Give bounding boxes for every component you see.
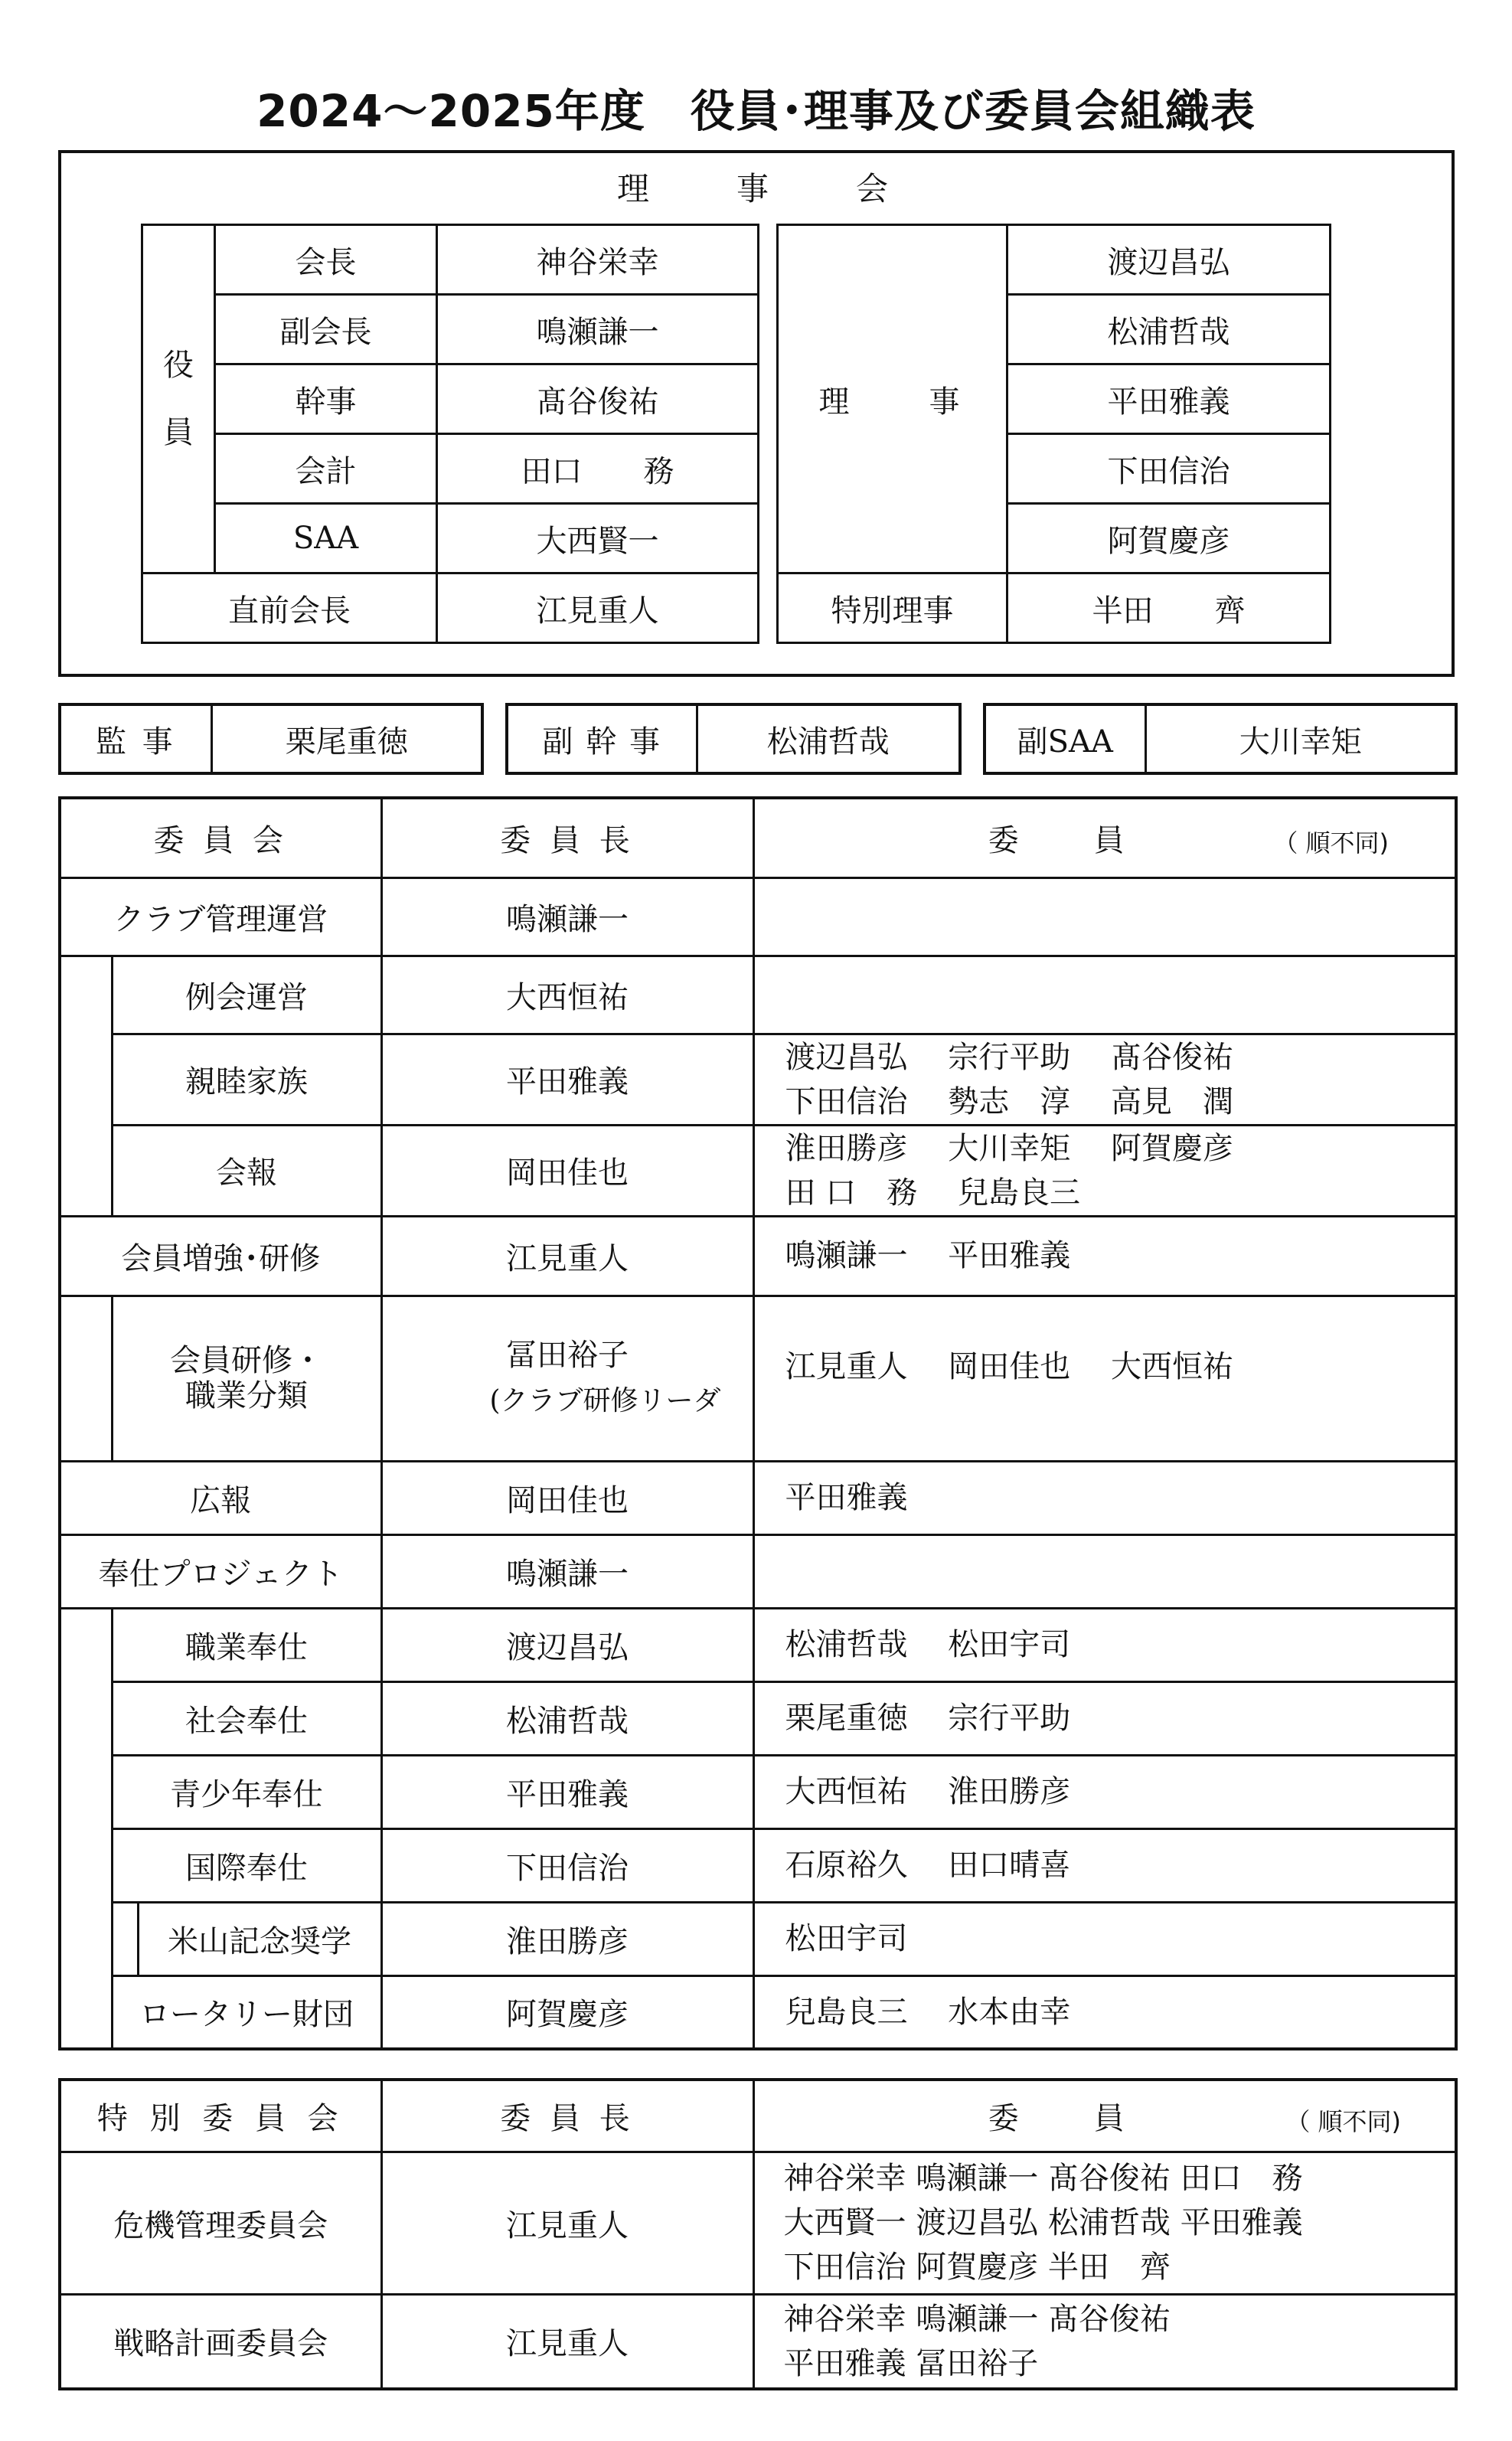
member-line: 下田信治 勢志 淳 高見 潤 (785, 1083, 1233, 1119)
past-president-role: 直前会長 (142, 573, 437, 643)
committee-name: 青少年奉仕 (112, 1755, 381, 1828)
officer-name: 大西賢一 (437, 504, 759, 573)
committee-chair: 淮田勝彦 (381, 1902, 753, 1975)
auditor-box (58, 703, 484, 775)
special-members-header-label: 委 員 (988, 2100, 1129, 2136)
special-committee-header: 特 別 委 員 会 (60, 2080, 381, 2152)
committee-members (753, 1975, 1456, 2049)
member-line: 下田信治 阿賀慶彦 半田 齊 (783, 2250, 1171, 2285)
director-name: 松浦哲哉 (1007, 295, 1331, 364)
page-title: 2024～2025年度 役員･理事及び委員会組織表 (256, 85, 1256, 137)
past-president-name: 江見重人 (437, 573, 759, 643)
committee-members (753, 1828, 1456, 1902)
committee-members (753, 1125, 1456, 1216)
officer-name: 鳴瀬謙一 (437, 295, 759, 364)
member-line: 栗尾重徳 宗行平助 (785, 1701, 1071, 1736)
directors-label: 理 事 (778, 225, 1007, 573)
chair-note: (クラブ研修リーダ (489, 1385, 721, 1417)
committee-name: 社会奉仕 (112, 1681, 381, 1755)
committee-chair-cell (381, 1296, 753, 1461)
committee-chair: 岡田佳也 (381, 1125, 753, 1216)
committee-chair: 阿賀慶彦 (381, 1975, 753, 2049)
board-section (58, 150, 1455, 677)
committee-members (753, 1296, 1456, 1461)
committee-name: クラブ管理運営 (60, 877, 381, 956)
officers-table (141, 224, 759, 644)
officer-role: 幹事 (215, 364, 437, 434)
committee-chair: 大西恒祐 (381, 956, 753, 1034)
committee-chair: 鳴瀬謙一 (381, 877, 753, 956)
committee-chair: 鳴瀬謙一 (381, 1534, 753, 1608)
vice-saa-role: 副SAA (985, 704, 1145, 773)
auditor-role: 監 事 (60, 704, 211, 773)
member-line: 松田宇司 (785, 1921, 908, 1956)
committee-chair: 松浦哲哉 (381, 1681, 753, 1755)
special-members-header (753, 2080, 1456, 2152)
director-name: 阿賀慶彦 (1007, 504, 1331, 573)
member-line: 田 口 務 兒島良三 (785, 1175, 1080, 1211)
member-line: 神谷栄幸 鳴瀬謙一 髙谷俊祐 (783, 2301, 1171, 2337)
indent-gutter (112, 1902, 138, 1975)
vice-secretary-name: 松浦哲哉 (697, 704, 960, 773)
indent-gutter (60, 1608, 112, 2049)
special-committees-table (58, 2078, 1458, 2390)
committee-members (753, 1681, 1456, 1755)
director-name: 渡辺昌弘 (1007, 225, 1331, 295)
member-line: 神谷栄幸 鳴瀬謙一 髙谷俊祐 田口 務 (783, 2161, 1303, 2196)
officer-name: 田口 務 (437, 434, 759, 504)
committee-chair: 平田雅義 (381, 1034, 753, 1125)
officer-name: 髙谷俊祐 (437, 364, 759, 434)
members-header (753, 798, 1456, 877)
order-note: （ 順不同) (1273, 828, 1390, 858)
special-director-role: 特別理事 (778, 573, 1007, 643)
special-order-note: （ 順不同) (1285, 2107, 1401, 2136)
vice-secretary-box (505, 703, 962, 775)
officer-role: 副会長 (215, 295, 437, 364)
special-director-name: 半田 齊 (1007, 573, 1331, 643)
committee-members (753, 877, 1456, 956)
committees-table (58, 796, 1458, 2051)
member-line: 大西恒祐 淮田勝彦 (785, 1774, 1071, 1809)
committee-members (753, 1534, 1456, 1608)
committee-members (753, 1902, 1456, 1975)
special-chair-header: 委 員 長 (381, 2080, 753, 2152)
member-line: 石原裕久 田口晴喜 (785, 1848, 1071, 1883)
committee-name: 奉仕プロジェクト (60, 1534, 381, 1608)
director-name: 平田雅義 (1007, 364, 1331, 434)
special-committee-name: 危機管理委員会 (60, 2152, 381, 2294)
committee-name: ロータリー財団 (112, 1975, 381, 2049)
committee-name: 会員増強･研修 (60, 1216, 381, 1296)
member-line: 渡辺昌弘 宗行平助 髙谷俊祐 (785, 1039, 1233, 1075)
member-line: 鳴瀬謙一 平田雅義 (785, 1238, 1071, 1273)
committee-name: 例会運営 (112, 956, 381, 1034)
committee-name: 米山記念奨学 (138, 1902, 381, 1975)
chair-header: 委 員 長 (381, 798, 753, 877)
committee-name: 職業奉仕 (112, 1608, 381, 1681)
directors-table (776, 224, 1331, 644)
member-line: 平田雅義 (785, 1480, 908, 1515)
committee-members (753, 1034, 1456, 1125)
officer-role: SAA (215, 504, 437, 573)
committee-members (753, 1216, 1456, 1296)
committee-header: 委 員 会 (60, 798, 381, 877)
vice-secretary-role: 副 幹 事 (507, 704, 697, 773)
member-line: 平田雅義 冨田裕子 (783, 2345, 1039, 2381)
committee-name: 会員研修・ 職業分類 (112, 1296, 381, 1461)
auditor-name: 栗尾重徳 (211, 704, 482, 773)
special-committee-members (753, 2294, 1456, 2389)
vice-saa-name: 大川幸矩 (1145, 704, 1456, 773)
board-heading: 理 事 会 (616, 170, 896, 208)
special-committee-name: 戦略計画委員会 (60, 2294, 381, 2389)
committee-chair: 下田信治 (381, 1828, 753, 1902)
committee-chair: 平田雅義 (381, 1755, 753, 1828)
officer-name: 神谷栄幸 (437, 225, 759, 295)
committee-chair: 冨田裕子 (506, 1338, 629, 1373)
committee-members (753, 956, 1456, 1034)
committee-members (753, 1461, 1456, 1534)
committee-chair: 江見重人 (381, 1216, 753, 1296)
committee-name: 広報 (60, 1461, 381, 1534)
committee-chair: 岡田佳也 (381, 1461, 753, 1534)
member-line: 兒島良三 水本由幸 (785, 1994, 1071, 2030)
vice-saa-box (983, 703, 1458, 775)
member-line: 淮田勝彦 大川幸矩 阿賀慶彦 (785, 1130, 1233, 1166)
special-committee-members (753, 2152, 1456, 2294)
officers-label: 役 員 (142, 225, 215, 573)
committee-name: 親睦家族 (112, 1034, 381, 1125)
indent-gutter (60, 956, 112, 1216)
member-line: 大西賢一 渡辺昌弘 松浦哲哉 平田雅義 (783, 2205, 1303, 2240)
committee-members (753, 1755, 1456, 1828)
committee-name: 国際奉仕 (112, 1828, 381, 1902)
special-committee-chair: 江見重人 (381, 2294, 753, 2389)
officer-role: 会長 (215, 225, 437, 295)
officer-role: 会計 (215, 434, 437, 504)
member-line: 江見重人 岡田佳也 大西恒祐 (785, 1348, 1233, 1384)
indent-gutter (60, 1296, 112, 1461)
special-committee-chair: 江見重人 (381, 2152, 753, 2294)
committee-members (753, 1608, 1456, 1681)
committee-chair: 渡辺昌弘 (381, 1608, 753, 1681)
members-header-label: 委 員 (988, 822, 1129, 858)
committee-name: 会報 (112, 1125, 381, 1216)
member-line: 松浦哲哉 松田宇司 (785, 1627, 1071, 1662)
director-name: 下田信治 (1007, 434, 1331, 504)
